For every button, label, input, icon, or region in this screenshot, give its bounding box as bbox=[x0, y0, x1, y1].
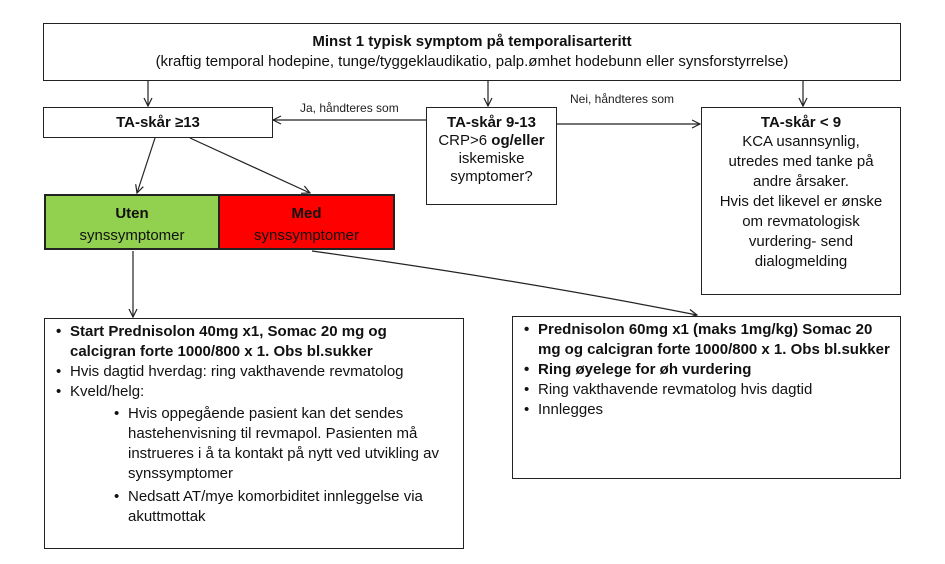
left-treatment-box bbox=[44, 318, 464, 549]
ta-score-mid-line1 bbox=[427, 132, 556, 150]
right-item: • Prednisolon 60mg x1 (maks 1mg/kg) Somac 20 mg og calcigran forte 1000/800 x 1. Obs bl.sukker bbox=[522, 320, 892, 360]
right-item: • Ring øyelege for øh vurdering bbox=[522, 360, 892, 380]
yes-arrow-label: Ja, håndteres som bbox=[300, 101, 399, 115]
ta-score-low-heading: TA-skår < 9 bbox=[760, 114, 842, 131]
right-item: • Innlegges bbox=[522, 400, 892, 420]
right-treatment-box bbox=[512, 316, 901, 479]
no-arrow-label: Nei, håndteres som bbox=[570, 92, 675, 106]
ta-score-low-box bbox=[701, 107, 901, 295]
top-criteria-title: Minst 1 typisk symptom på temporalisarteritt bbox=[312, 33, 632, 50]
arrow-high-to-with bbox=[190, 138, 310, 193]
with-title: Med bbox=[291, 205, 322, 222]
low-line: KCA usannsynlig, bbox=[742, 133, 860, 150]
mid-and-or-text: og/eller bbox=[491, 132, 545, 149]
low-line: vurdering- send bbox=[748, 233, 854, 250]
left-item: • Kveld/helg: bbox=[54, 382, 455, 402]
ta-score-mid-title: TA-skår 9-13 bbox=[447, 114, 536, 131]
top-criteria-subtitle: (kraftig temporal hodepine, tunge/tyggeklaudikatio, palp.ømhet hodebunn eller synsforstyrrelse) bbox=[155, 53, 789, 70]
with-subtitle: synssymptomer bbox=[253, 227, 360, 244]
arrow-with-to-right bbox=[312, 251, 697, 315]
low-line: Hvis det likevel er ønske bbox=[719, 193, 883, 210]
low-line: utredes med tanke på bbox=[728, 153, 874, 170]
ta-score-high-title: TA-skår ≥13 bbox=[116, 114, 200, 131]
without-subtitle: synssymptomer bbox=[79, 227, 185, 244]
ta-score-mid-line2: iskemiske bbox=[458, 150, 525, 167]
right-item: • Ring vakthavende revmatolog hvis dagtid bbox=[522, 380, 892, 400]
left-sub-item: • Nedsatt AT/mye komorbiditet innleggelse via akuttmottak bbox=[114, 487, 455, 527]
arrow-high-to-without bbox=[137, 138, 155, 193]
low-line: andre årsaker. bbox=[753, 173, 849, 190]
low-line: dialogmelding bbox=[754, 253, 848, 270]
left-sub-item: • Hvis oppegående pasient kan det sendes hastehenvisning til revmapol. Pasienten må instrueres i å ta kontakt på nytt ved utvikling av synssymptomer bbox=[114, 404, 455, 484]
left-item: • Start Prednisolon 40mg x1, Somac 20 mg og calcigran forte 1000/800 x 1. Obs bl.sukker bbox=[54, 322, 455, 362]
without-title: Uten bbox=[115, 205, 149, 222]
ta-score-mid-line3: symptomer? bbox=[450, 168, 533, 185]
mid-crp-text: CRP>6 bbox=[438, 132, 492, 149]
top-criteria-box bbox=[43, 23, 901, 81]
left-item: • Hvis dagtid hverdag: ring vakthavende revmatolog bbox=[54, 362, 455, 382]
low-line: om revmatologisk bbox=[742, 213, 860, 230]
without-vision-symptoms-box bbox=[44, 194, 220, 250]
ta-score-mid-box bbox=[426, 107, 557, 205]
with-vision-symptoms-box bbox=[218, 194, 395, 250]
ta-score-high-box bbox=[43, 107, 273, 138]
